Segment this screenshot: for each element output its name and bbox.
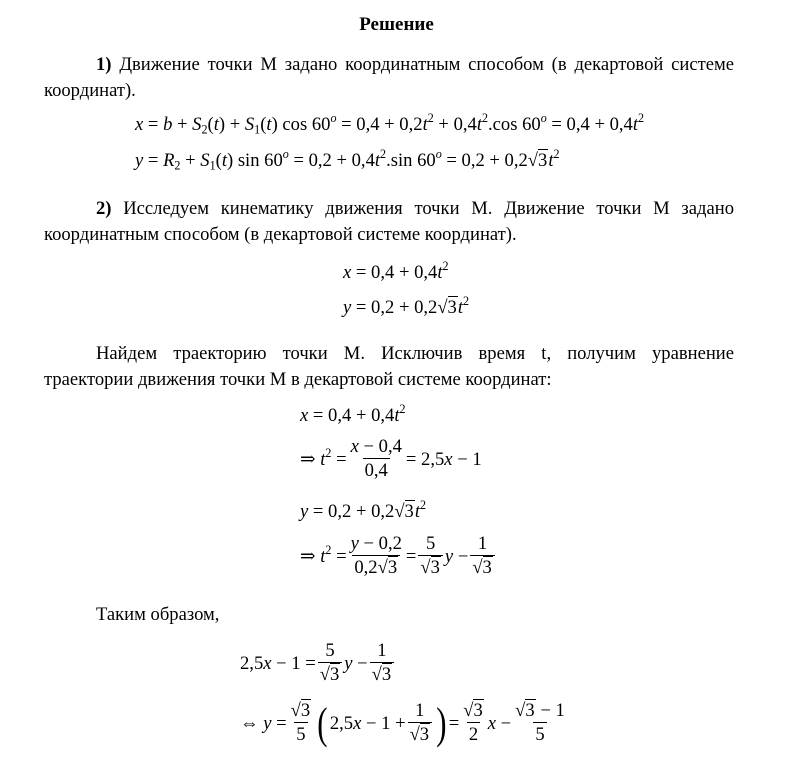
section-2-number: 2) — [96, 198, 112, 219]
equation-t2-from-x: ⇒ $t^2$ = $\frac{x - 0,4}{0,4}$ = 2,5x − 1 — [300, 436, 482, 481]
section-2-text — [44, 196, 734, 248]
equation-trajectory: ⇔ y = $\frac{√3}{5}$ ( 2,5x − 1 + $\frac{1}{√3}$ ) = $\frac{√3}{2}$ x − $\frac{√3 - 1}{5}$ — [240, 698, 565, 748]
paragraph-trajectory — [44, 341, 734, 393]
section-1-text — [44, 52, 734, 104]
equation-y-short: $y = 0,2 + 0,2√3t^2$ — [343, 294, 470, 318]
equation-y-full: $y = R_2 + S_1(t)$ $\sin 60^o = 0,2 + 0,4t^2.\sin$ $60^o = 0,2 + 0,2√3t^2$ — [135, 147, 560, 173]
page-title: Решение — [359, 14, 434, 35]
equation-y-repeat: $y = 0,2 + 0,2√3t^2$ — [300, 498, 427, 522]
equation-x-short: $x = 0,4 + 0,4t^2$ — [343, 259, 449, 283]
paragraph-thus-text: Таким образом, — [96, 604, 220, 625]
equation-equate: 2,5x − 1 = $\frac{5}{√3}$ y − $\frac{1}{√3}$ — [240, 640, 396, 687]
section-1-number: 1) — [96, 54, 112, 75]
equation-x-repeat: $x = 0,4 + 0,4t^2$ — [300, 402, 406, 426]
paragraph-trajectory-text: Найдем траекторию точки М. Исключив время t, получим уравнение траектории движения точки М в декартовой системе координат: — [44, 343, 734, 390]
paragraph-thus — [44, 602, 734, 628]
equation-x-full: $x = b + S_2(t) + S_1(t)$ $\cos 60^o = 0,4 + 0,2t^2 + 0,4t^2.\cos$ $60^o = 0,4 + 0,4t^2$ — [135, 111, 645, 137]
section-1-body: Движение точки М задано координатным способом (в декартовой системе координат). — [44, 54, 734, 101]
equation-t2-from-y: ⇒ $t^2$ = $\frac{y - 0,2}{0,2√3}$ = $\frac{5}{√3}$ y − $\frac{1}{√3}$ — [300, 533, 497, 580]
section-2-body: Исследуем кинематику движения точки М. Движение точки М задано координатным способом (в декартовой системе координат). — [44, 198, 734, 245]
